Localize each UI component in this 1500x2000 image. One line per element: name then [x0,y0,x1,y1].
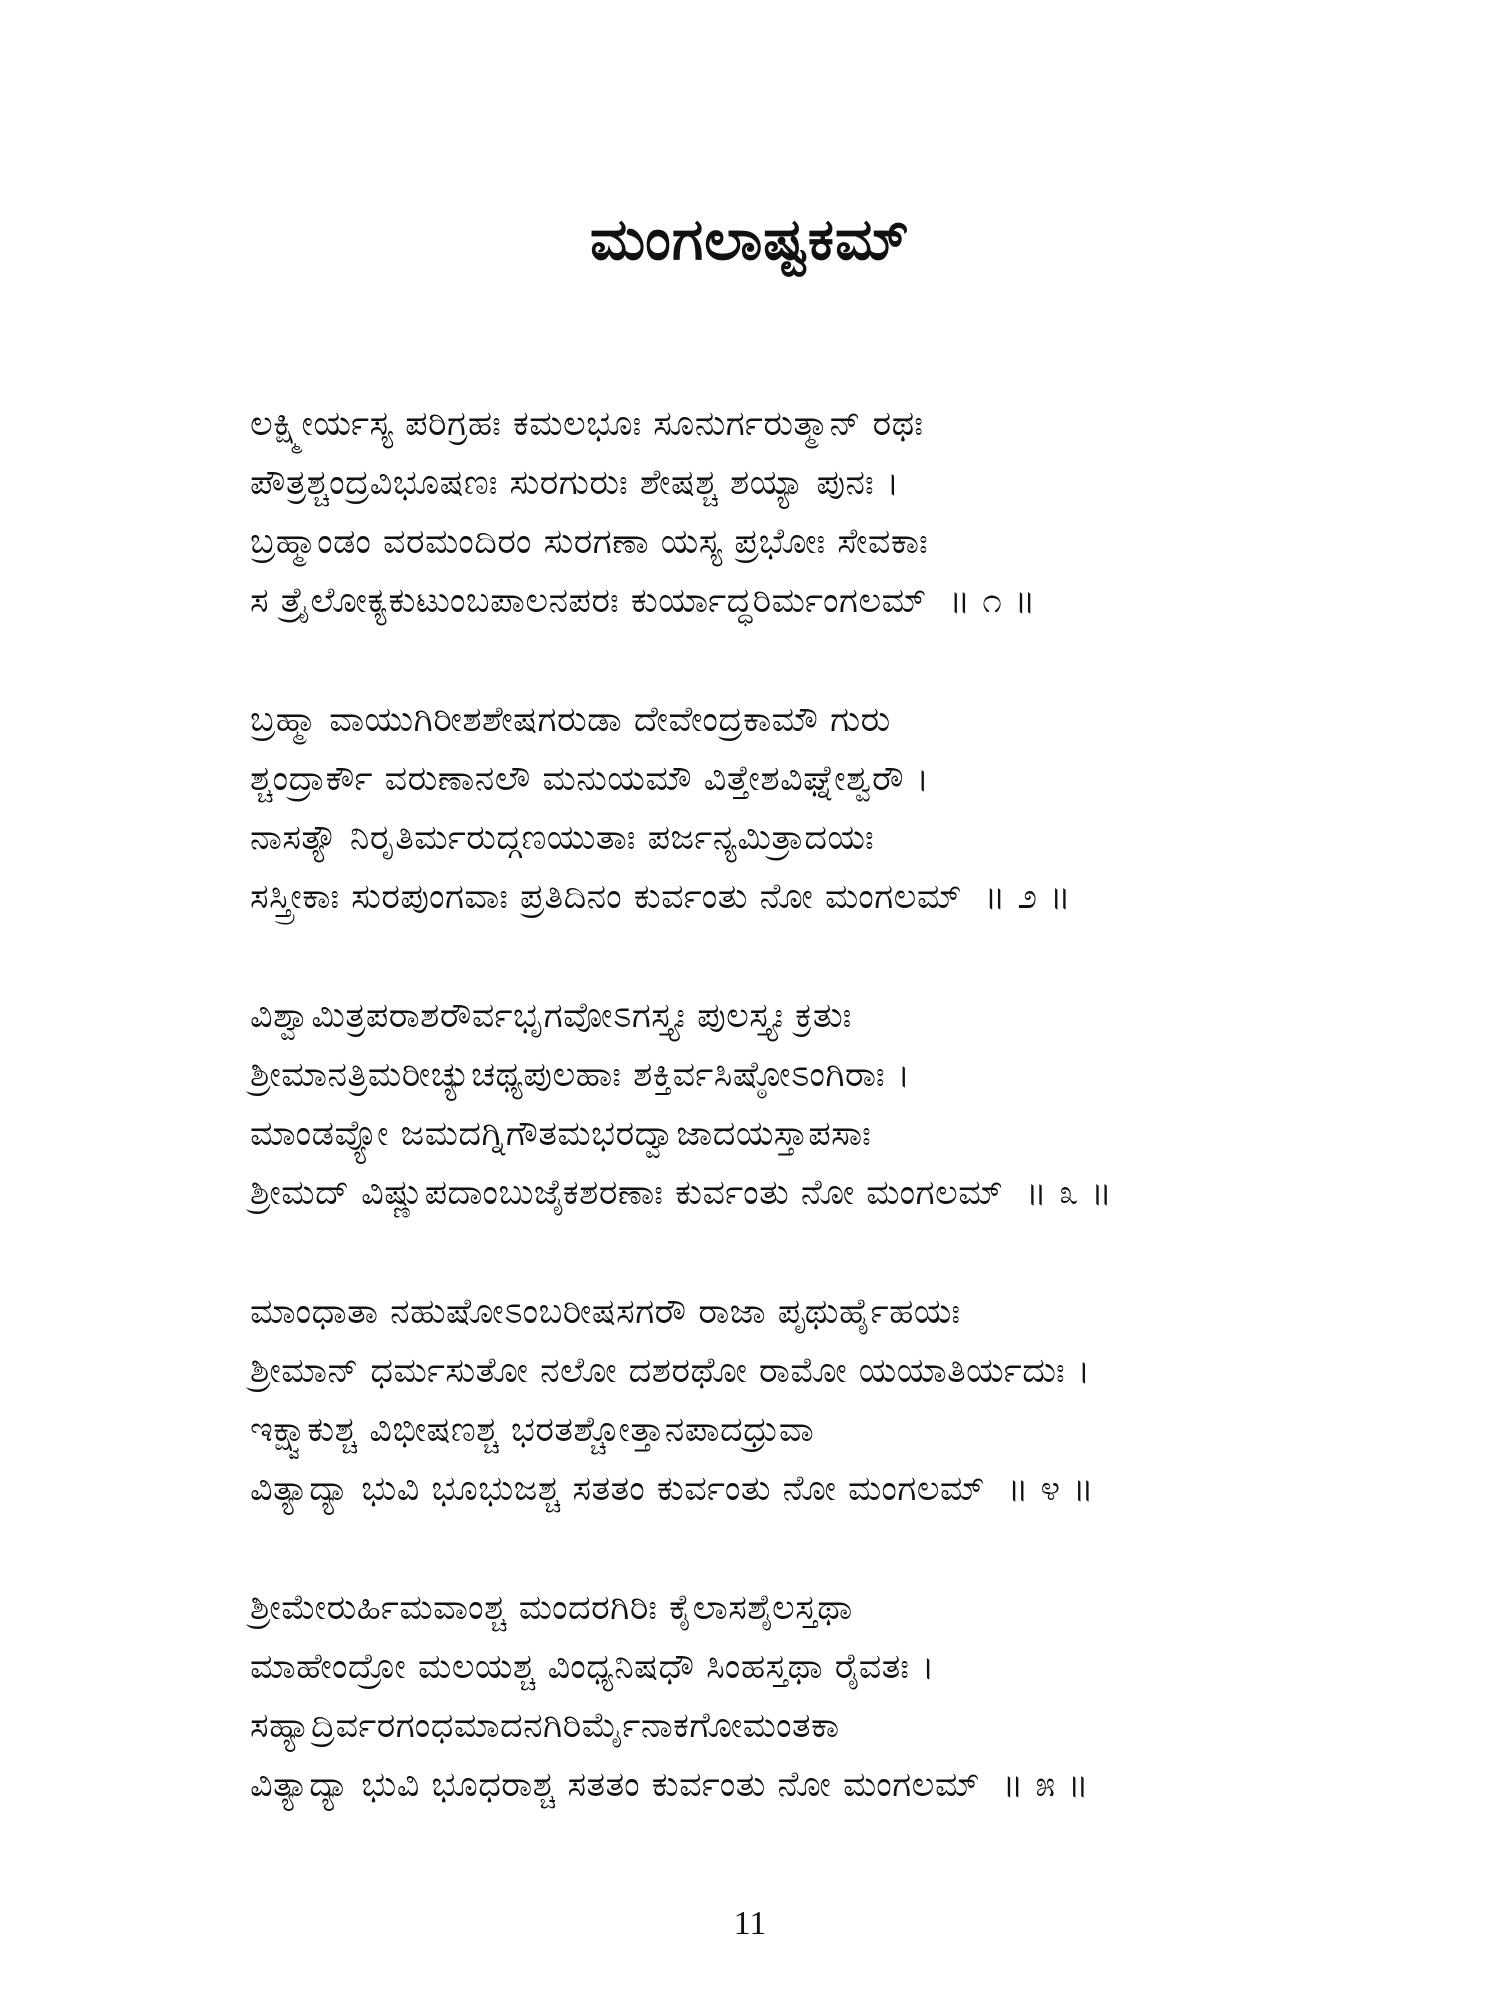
verse-line-last [250,572,1400,631]
stanza-1 [250,395,1400,631]
verse-line-last [250,1460,1400,1519]
verse-line: ಲಕ್ಷ್ಮೀರ್ಯಸ್ಯ ಪರಿಗ್ರಹಃ ಕಮಲಭೂಃ ಸೂನುರ್ಗರುತ್ಮಾನ್ ರಥಃ [250,404,924,444]
verse-number: ॥ ೩ ॥ [1025,1173,1113,1213]
verse-line: ಮಾಂಡವ್ಯೋ ಜಮದಗ್ನಿಗೌತಮಭರದ್ವಾಜಾದಯಸ್ತಾಪಸಾಃ [250,1114,872,1154]
verse-number: ॥ ೨ ॥ [984,877,1072,917]
stanza-4 [250,1283,1400,1519]
verse-line-last [250,1164,1400,1223]
verse-text: ವಿತ್ಯಾದ್ಯಾ ಭುವಿ ಭೂಭುಜಶ್ಚ ಸತತಂ ಕುರ್ವಂತು ನೋ ಮಂಗಲಮ್ [250,1469,986,1509]
verse-line: ಮಾಂಧಾತಾ ನಹುಷೋಽಂಬರೀಷಸಗರೌ ರಾಜಾ ಪೃಥುರ್ಹೈಹಯಃ [250,1292,961,1332]
verse-text: ವಿತ್ಯಾದ್ಯಾ ಭುವಿ ಭೂಧರಾಶ್ಚ ಸತತಂ ಕುರ್ವಂತು ನೋ ಮಂಗಲಮ್ [250,1765,980,1805]
stanza-2 [250,691,1400,927]
verse-line: ಬ್ರಹ್ಮಾ ವಾಯುಗಿರೀಶಶೇಷಗರುಡಾ ದೇವೇಂದ್ರಕಾಮೌ ಗುರು [250,700,891,740]
verse-number: ॥ ೫ ॥ [1002,1765,1090,1805]
stanza-3 [250,987,1400,1223]
verse-line: ಶ್ರೀಮಾನತ್ರಿಮರೀಚ್ಯುಚಥ್ಯಪುಲಹಾಃ ಶಕ್ತಿರ್ವಸಿಷ್ಠೋಽಂಗಿರಾಃ । [250,1055,911,1095]
verse-line: ವಿಶ್ವಾಮಿತ್ರಪರಾಶರೌರ್ವಭೃಗವೋಽಗಸ್ತ್ಯಃ ಪುಲಸ್ತ್ಯಃ ಕ್ರತುಃ [250,996,852,1036]
verse-line: ಸಹ್ಯಾದ್ರಿರ್ವರಗಂಧಮಾದನಗಿರಿರ್ಮೈನಾಕಗೋಮಂತಕಾ [250,1706,840,1746]
verse-text: ಶ್ರೀಮದ್ ವಿಷ್ಣುಪದಾಂಬುಜೈಕಶರಣಾಃ ಕುರ್ವಂತು ನೋ ಮಂಗಲಮ್ [250,1173,1004,1213]
verse-line: ಬ್ರಹ್ಮಾಂಡಂ ವರಮಂದಿರಂ ಸುರಗಣಾ ಯಸ್ಯ ಪ್ರಭೋಃ ಸೇವಕಾಃ [250,522,929,562]
verse-number: ॥ ೧ ॥ [948,581,1036,621]
verse-line-last [250,868,1400,927]
verse-line: ಪೌತ್ರಶ್ಚಂದ್ರವಿಭೂಷಣಃ ಸುರಗುರುಃ ಶೇಷಶ್ಚ ಶಯ್ಯಾ ಪುನಃ । [250,463,900,503]
page-number: 11 [733,1905,767,1942]
verse-line: ಇಕ್ಷ್ವಾಕುಶ್ಚ ವಿಭೀಷಣಶ್ಚ ಭರತಶ್ಚೋತ್ತಾನಪಾದಧ್ರುವಾ [250,1410,815,1450]
verse-line: ಶ್ಚಂದ್ರಾರ್ಕೌ ವರುಣಾನಲೌ ಮನುಯಮೌ ವಿತ್ತೇಶವಿಘ್ನೇಶ್ವರೌ । [250,759,930,799]
stanza-5 [250,1579,1400,1815]
verse-text: ಸ ತ್ರೈಲೋಕ್ಯಕುಟುಂಬಪಾಲನಪರಃ ಕುರ್ಯಾದ್ಧರಿರ್ಮಂಗಲಮ್ [250,581,927,621]
page-title: ಮಂಗಲಾಷ್ಟಕಮ್ [590,205,910,273]
verse-line-last [250,1756,1400,1815]
verse-number: ॥ ೪ ॥ [1007,1469,1095,1509]
verse-line: ಮಾಹೇಂದ್ರೋ ಮಲಯಶ್ಚ ವಿಂಧ್ಯನಿಷಧೌ ಸಿಂಹಸ್ತಥಾ ರೈವತಃ । [250,1647,935,1687]
verses [250,395,1400,1875]
verse-text: ಸಸ್ತ್ರೀಕಾಃ ಸುರಪುಂಗವಾಃ ಪ್ರತಿದಿನಂ ಕುರ್ವಂತು ನೋ ಮಂಗಲಮ್ [250,877,962,917]
verse-line: ಶ್ರೀಮೇರುರ್ಹಿಮವಾಂಶ್ಚ ಮಂದರಗಿರಿಃ ಕೈಲಾಸಶೈಲಸ್ತಥಾ [250,1588,853,1628]
verse-line: ಶ್ರೀಮಾನ್ ಧರ್ಮಸುತೋ ನಲೋ ದಶರಥೋ ರಾಮೋ ಯಯಾತಿರ್ಯದುಃ । [250,1351,1091,1391]
verse-line: ನಾಸತ್ಯೌ ನಿರೃತಿರ್ಮರುದ್ಗಣಯುತಾಃ ಪರ್ಜನ್ಯಮಿತ್ರಾದಯಃ [250,818,875,858]
